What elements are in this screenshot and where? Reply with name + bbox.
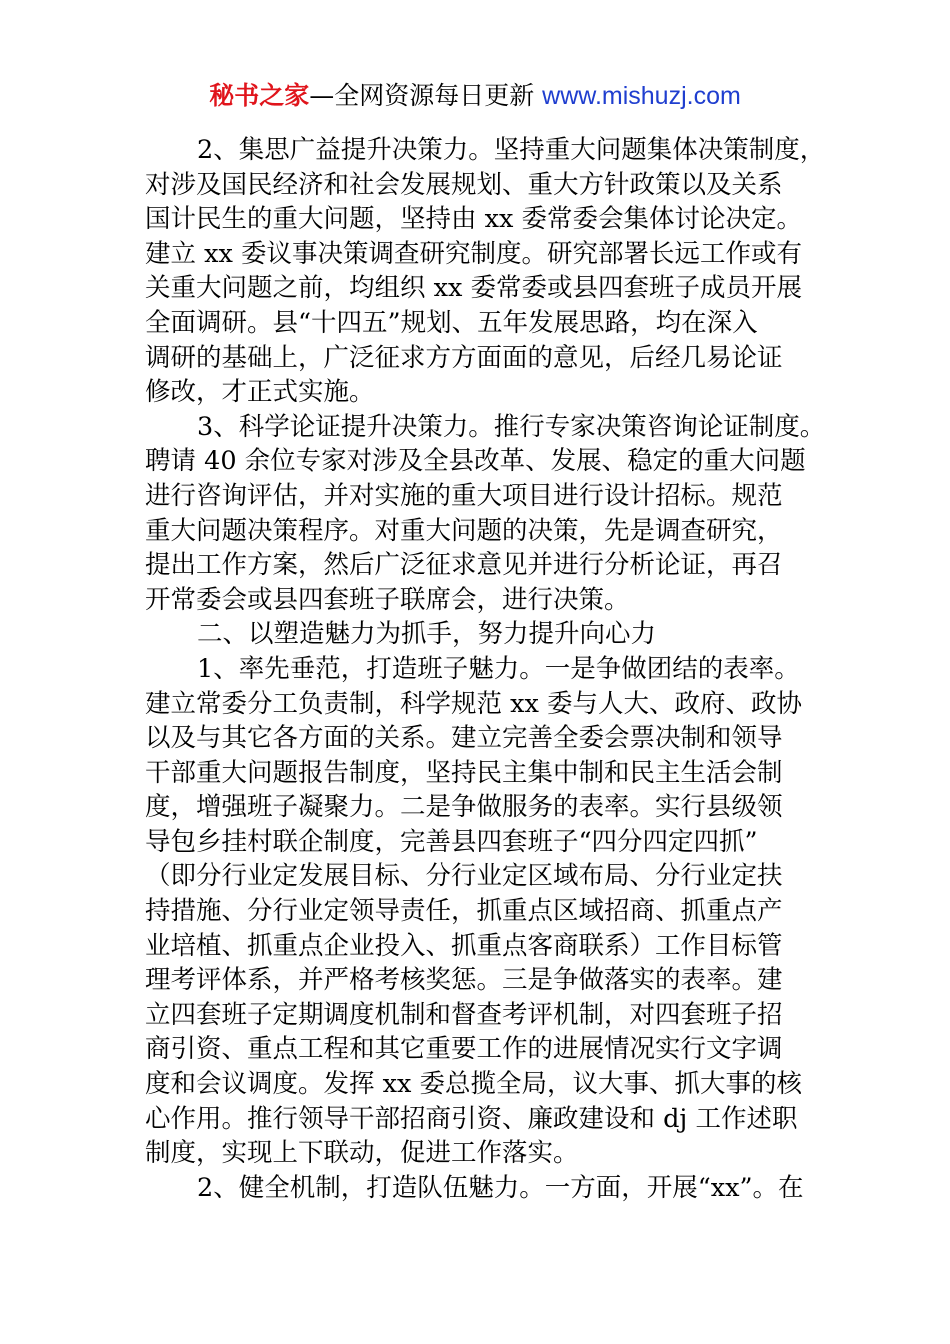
text-line: 3、科学论证提升决策力。推行专家决策咨询论证制度。 bbox=[197, 411, 826, 442]
text-line: 提出工作方案，然后广泛征求意见并进行分析论证，再召 bbox=[145, 550, 783, 581]
text-line: 二、以塑造魅力为抓手，努力提升向心力 bbox=[197, 619, 657, 650]
text-line: 持措施、分行业定领导责任，抓重点区域招商、抓重点产 bbox=[145, 896, 783, 927]
text-line: 立四套班子定期调度机制和督查考评机制，对四套班子招 bbox=[145, 999, 783, 1030]
site-url-link[interactable]: www.mishuzj.com bbox=[542, 82, 741, 110]
text-line: 导包乡挂村联企制度，完善县四套班子“四分四定四抓” bbox=[145, 826, 758, 857]
text-line: 重大问题决策程序。对重大问题的决策，先是调查研究， bbox=[145, 515, 783, 546]
text-line: 进行咨询评估，并对实施的重大项目进行设计招标。规范 bbox=[145, 480, 783, 511]
text-line: 度，增强班子凝聚力。二是争做服务的表率。实行县级领 bbox=[145, 792, 783, 823]
text-line: 2、集思广益提升决策力。坚持重大问题集体决策制度， bbox=[197, 135, 826, 165]
text-line: 心作用。推行领导干部招商引资、廉政建设和 dj 工作述职 bbox=[145, 1103, 798, 1134]
text-line: 调研的基础上，广泛征求方方面面的意见，后经几易论证 bbox=[145, 342, 783, 373]
text-line: 1、率先垂范，打造班子魅力。一是争做团结的表率。 bbox=[197, 653, 800, 684]
text-line: 全面调研。县“十四五”规划、五年发展思路，均在深入 bbox=[145, 307, 758, 338]
text-line: 2、健全机制，打造队伍魅力。一方面，开展“xx”。在 bbox=[197, 1172, 804, 1203]
text-line: （即分行业定发展目标、分行业定区域布局、分行业定扶 bbox=[145, 861, 783, 892]
text-line: 国计民生的重大问题，坚持由 xx 委常委会集体讨论决定。 bbox=[145, 204, 802, 235]
text-line: 理考评体系，并严格考核奖惩。三是争做落实的表率。建 bbox=[145, 965, 783, 996]
text-line: 开常委会或县四套班子联席会，进行决策。 bbox=[145, 584, 630, 615]
text-line: 对涉及国民经济和社会发展规划、重大方针政策以及关系 bbox=[145, 169, 783, 200]
text-line: 干部重大问题报告制度，坚持民主集中制和民主生活会制 bbox=[145, 757, 783, 788]
text-line: 商引资、重点工程和其它重要工作的进展情况实行文字调 bbox=[145, 1034, 783, 1065]
text-line: 建立 xx 委议事决策调查研究制度。研究部署长远工作或有 bbox=[145, 238, 802, 269]
header-tagline: —全网资源每日更新 bbox=[309, 81, 543, 110]
site-header bbox=[0, 80, 950, 112]
text-line: 以及与其它各方面的关系。建立完善全委会票决制和领导 bbox=[145, 723, 783, 754]
text-line: 制度，实现上下联动，促进工作落实。 bbox=[145, 1138, 579, 1169]
text-line: 修改，才正式实施。 bbox=[145, 377, 375, 408]
text-line: 聘请 40 余位专家对涉及全县改革、发展、稳定的重大问题 bbox=[145, 446, 806, 477]
text-line: 建立常委分工负责制，科学规范 xx 委与人大、政府、政协 bbox=[145, 688, 802, 719]
text-line: 度和会议调度。发挥 xx 委总揽全局，议大事、抓大事的核 bbox=[145, 1069, 802, 1100]
text-line: 业培植、抓重点企业投入、抓重点客商联系）工作目标管 bbox=[145, 930, 783, 961]
text-line: 关重大问题之前，均组织 xx 委常委或县四套班子成员开展 bbox=[145, 273, 802, 304]
document-body bbox=[145, 133, 826, 1205]
brand-name: 秘书之家 bbox=[209, 81, 310, 110]
